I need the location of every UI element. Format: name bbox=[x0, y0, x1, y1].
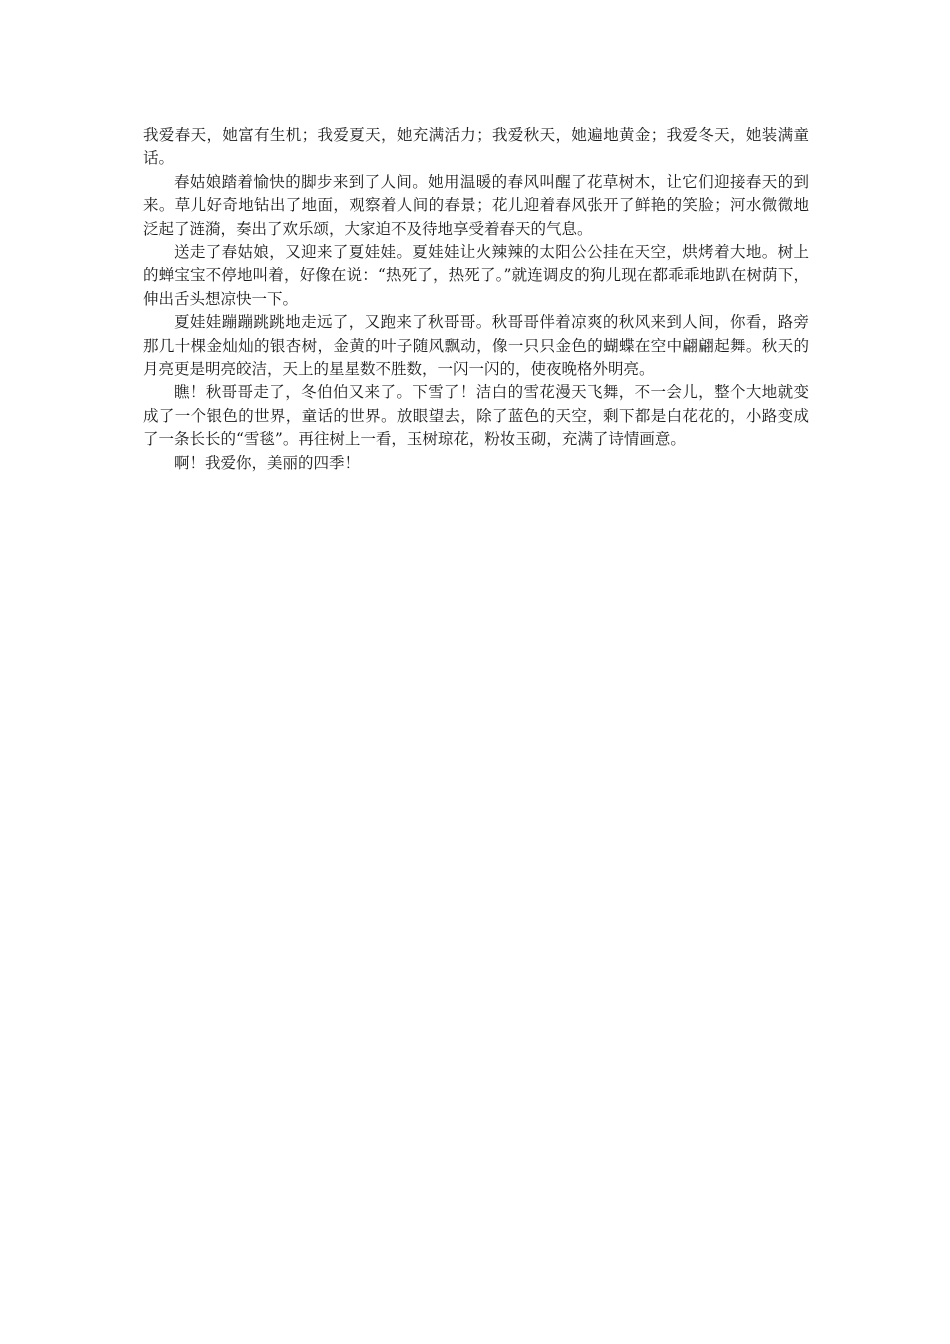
document-body bbox=[143, 124, 809, 475]
paragraph-spring: 春姑娘踏着愉快的脚步来到了人间。她用温暖的春风叫醒了花草树木，让它们迎接春天的到来。草儿好奇地钻出了地面，观察着人间的春景；花儿迎着春风张开了鲜艳的笑脸；河水微微地泛起了涟漪，奏出了欢乐颂，大家迫不及待地享受着春天的气息。 bbox=[143, 172, 809, 238]
paragraph-summer: 送走了春姑娘，又迎来了夏娃娃。夏娃娃让火辣辣的太阳公公挂在天空，烘烤着大地。树上的蝉宝宝不停地叫着，好像在说：“热死了，热死了。”就连调皮的狗儿现在都乖乖地趴在树荫下，伸出舌头想凉快一下。 bbox=[143, 243, 809, 308]
paragraph-conclusion: 啊！我爱你，美丽的四季！ bbox=[174, 453, 361, 472]
paragraph-intro: 我爱春天，她富有生机；我爱夏天，她充满活力；我爱秋天，她遍地黄金；我爱冬天，她装满童话。 bbox=[143, 126, 809, 168]
paragraph-autumn: 夏娃娃蹦蹦跳跳地走远了，又跑来了秋哥哥。秋哥哥伴着凉爽的秋风来到人间，你看，路旁那几十棵金灿灿的银杏树，金黄的叶子随风飘动，像一只只金色的蝴蝶在空中翩翩起舞。秋天的月亮更是明亮皎洁，天上的星星数不胜数，一闪一闪的，使夜晚格外明亮。 bbox=[143, 313, 809, 379]
paragraph-winter: 瞧！秋哥哥走了，冬伯伯又来了。下雪了！洁白的雪花漫天飞舞，不一会儿，整个大地就变成了一个银色的世界，童话的世界。放眼望去，除了蓝色的天空，剩下都是白花花的，小路变成了一条长长的“雪毯”。再往树上一看，玉树琼花，粉妆玉砌，充满了诗情画意。 bbox=[143, 383, 809, 449]
